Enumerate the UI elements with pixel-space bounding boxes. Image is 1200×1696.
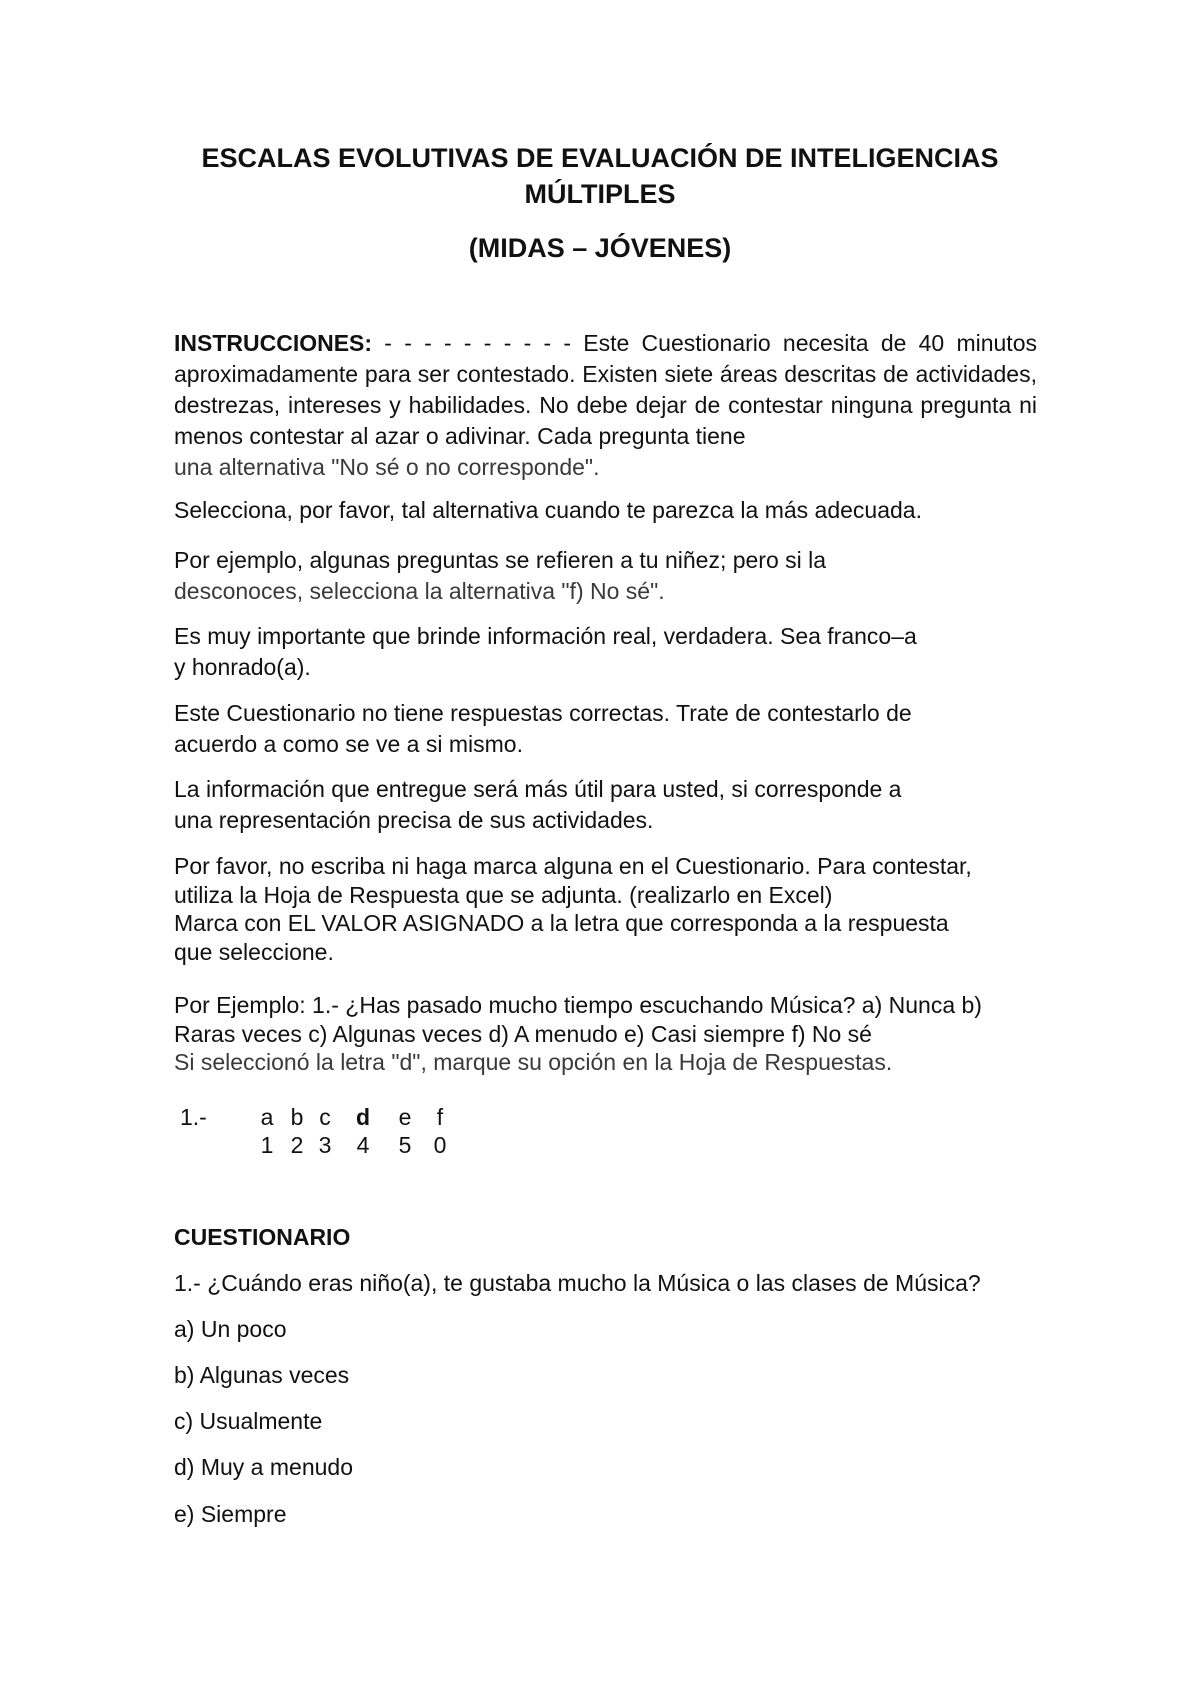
question-1-option-d: d) Muy a menudo xyxy=(174,1454,353,1480)
example-value-a: 1 xyxy=(260,1132,274,1158)
instructions-dashes: - - - - - - - - - - xyxy=(372,330,584,356)
example-letter-d: d xyxy=(355,1104,371,1130)
paragraph-no-correct-line1: Este Cuestionario no tiene respuestas correctas. Trate de contestarlo de xyxy=(174,700,912,726)
instructions-paragraph xyxy=(174,328,1037,452)
example-question-line2: Raras veces c) Algunas veces d) A menudo e) Casi siempre f) No sé xyxy=(174,1021,872,1047)
question-1-option-e: e) Siempre xyxy=(174,1501,287,1527)
question-1-option-a: a) Un poco xyxy=(174,1316,287,1342)
paragraph-select: Selecciona, por favor, tal alternativa cuando te parezca la más adecuada. xyxy=(174,497,922,523)
paragraph-no-marks-line1: Por favor, no escriba ni haga marca alguna en el Cuestionario. Para contestar, xyxy=(174,853,972,879)
paragraph-important-line1: Es muy importante que brinde información real, verdadera. Sea franco–a xyxy=(174,623,917,649)
paragraph-example-line1: Por ejemplo, algunas preguntas se refieren a tu niñez; pero si la xyxy=(174,547,827,573)
instructions-label: INSTRUCCIONES: xyxy=(174,330,373,356)
example-question-line3: Si seleccionó la letra "d", marque su opción en la Hoja de Respuestas. xyxy=(174,1049,893,1075)
example-number: 1.- xyxy=(180,1104,207,1130)
example-value-e: 5 xyxy=(398,1132,412,1158)
example-question-line1: Por Ejemplo: 1.- ¿Has pasado mucho tiempo escuchando Música? a) Nunca b) xyxy=(174,992,982,1018)
paragraph-no-marks-line3: Marca con EL VALOR ASIGNADO a la letra que corresponda a la respuesta xyxy=(174,910,949,936)
paragraph-no-correct-line2: acuerdo a como se ve a si mismo. xyxy=(174,731,523,757)
example-letter-b: b xyxy=(290,1104,304,1130)
paragraph-important-line2: y honrado(a). xyxy=(174,654,311,680)
example-value-c: 3 xyxy=(318,1132,332,1158)
example-value-b: 2 xyxy=(290,1132,304,1158)
question-1-option-c: c) Usualmente xyxy=(174,1408,323,1434)
example-letter-c: c xyxy=(319,1104,331,1130)
example-letter-a: a xyxy=(260,1104,274,1130)
paragraph-information-line2: una representación precisa de sus actividades. xyxy=(174,807,654,833)
paragraph-information-line1: La información que entregue será más útil para usted, si corresponde a xyxy=(174,776,902,802)
document-title-line1: ESCALAS EVOLUTIVAS DE EVALUACIÓN DE INTELIGENCIAS xyxy=(201,143,999,173)
example-letter-f: f xyxy=(436,1104,444,1130)
example-letter-e: e xyxy=(398,1104,412,1130)
instructions-text: Este Cuestionario necesita de 40 minutos aproximadamente para ser contestado. Existen siete áreas descritas de actividades, destrezas, intereses y habilidades. No debe dejar de contestar ninguna pregunta ni menos contestar al azar o adivinar. Cada pregunta tiene xyxy=(174,330,1037,449)
example-value-d: 4 xyxy=(356,1132,370,1158)
questionnaire-heading: CUESTIONARIO xyxy=(174,1224,351,1250)
paragraph-no-marks-line4: que seleccione. xyxy=(174,939,334,965)
document-title-line2: MÚLTIPLES xyxy=(524,179,676,209)
paragraph-no-marks-line2: utiliza la Hoja de Respuesta que se adjunta. (realizarlo en Excel) xyxy=(174,882,833,908)
document-subtitle: (MIDAS – JÓVENES) xyxy=(468,233,732,263)
paragraph-example-line2: desconoces, selecciona la alternativa "f) No sé". xyxy=(174,578,665,604)
question-1-option-b: b) Algunas veces xyxy=(174,1362,350,1388)
question-1: 1.- ¿Cuándo eras niño(a), te gustaba mucho la Música o las clases de Música? xyxy=(174,1270,981,1296)
instructions-last-line: una alternativa "No sé o no corresponde". xyxy=(174,454,600,480)
example-value-f: 0 xyxy=(433,1132,447,1158)
